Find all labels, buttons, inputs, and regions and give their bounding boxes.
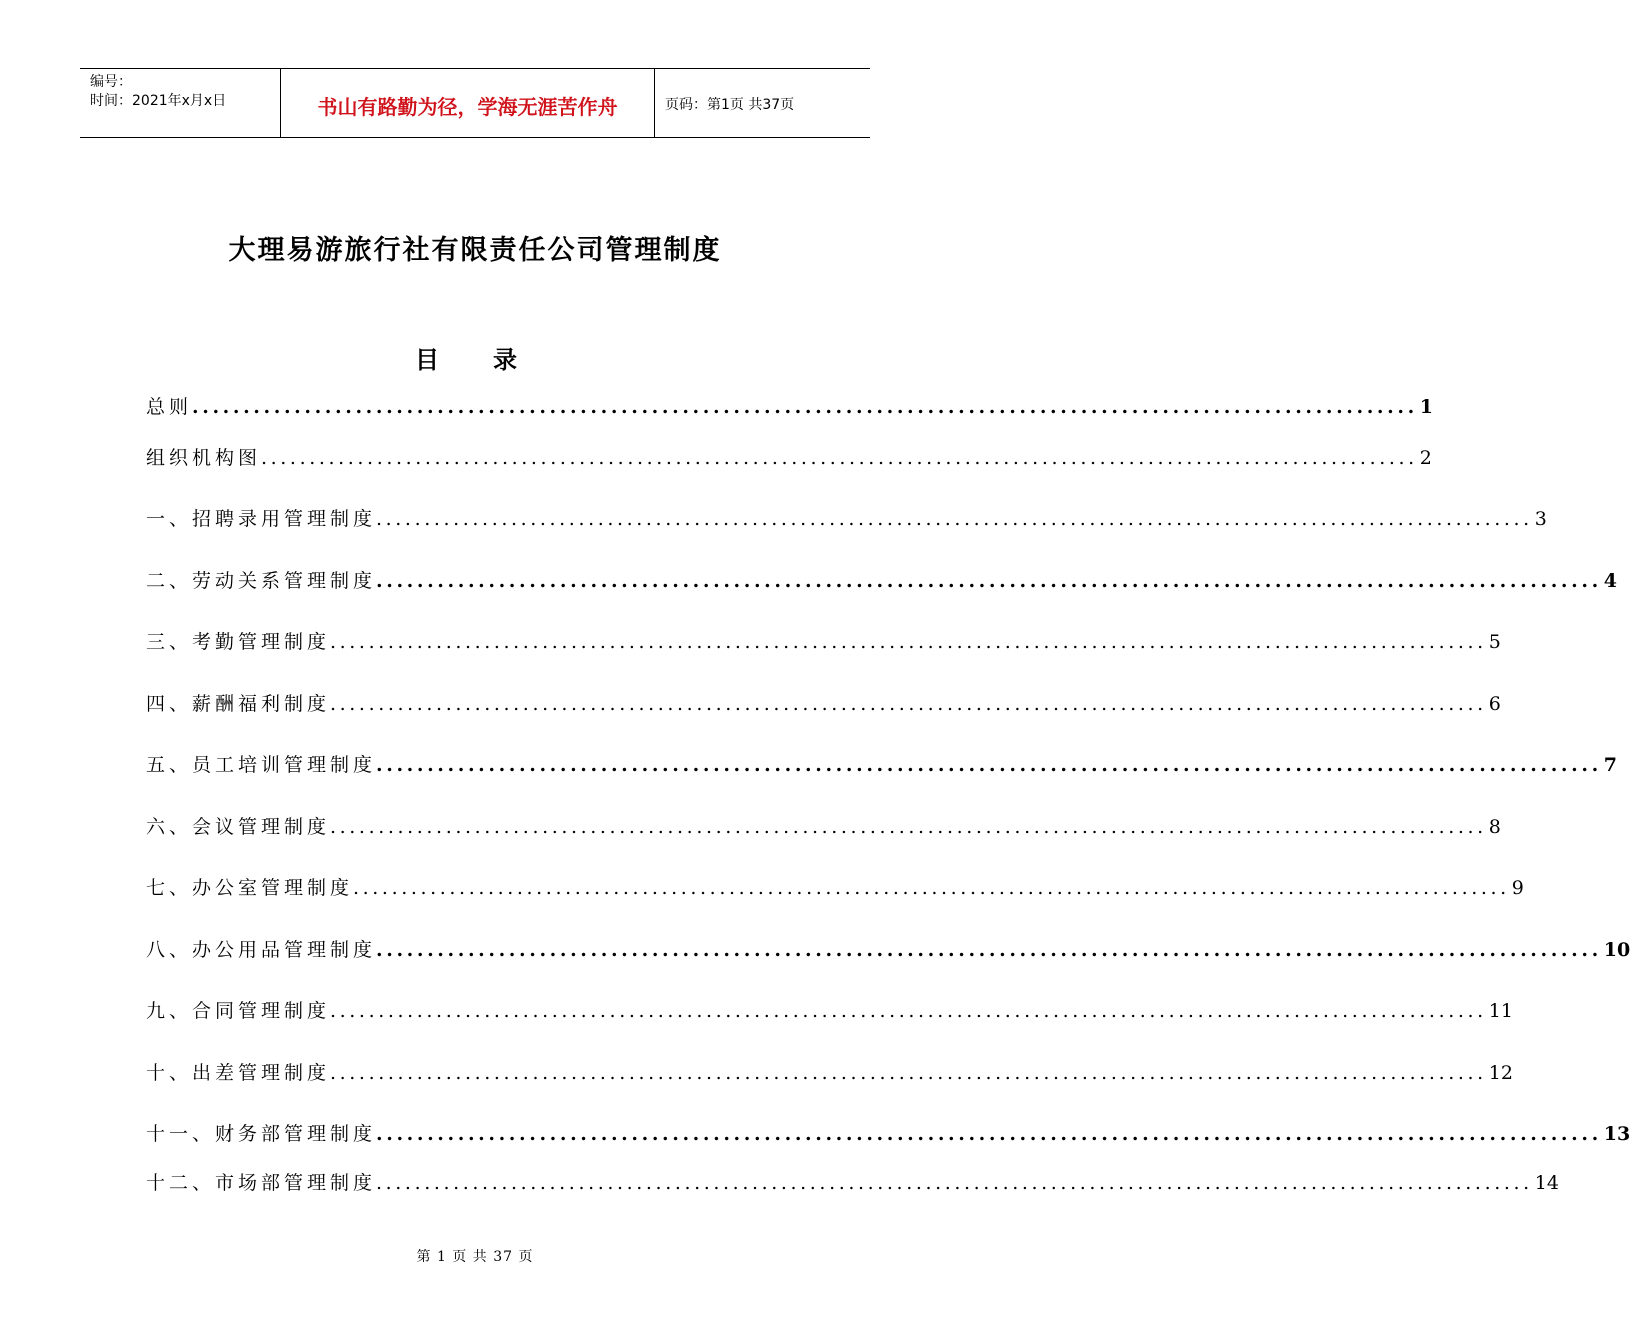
toc-entry-page: 13 (1603, 1123, 1630, 1145)
toc-entry-label: 三、考勤管理制度 (146, 631, 331, 653)
toc-leader-dots: ........................................................................................................................ (261, 447, 1418, 469)
toc-leader-dots: ........................................................................................................................ (376, 939, 1602, 961)
header-info-cell (80, 69, 281, 137)
toc-entry-label: 六、会议管理制度 (146, 816, 331, 838)
toc-entry-label: 九、合同管理制度 (146, 1000, 331, 1022)
toc-entry-page: 3 (1534, 508, 1547, 530)
number-label: 编号： (90, 74, 132, 90)
toc-heading: 目录 (415, 345, 571, 374)
toc-entry[interactable] (146, 1058, 1513, 1085)
toc-entry-page: 2 (1419, 447, 1432, 469)
toc-leader-dots: ........................................................................................................................ (376, 1123, 1602, 1145)
page-footer: 第 1 页 共 37 页 (416, 1249, 534, 1265)
toc-entry-label: 五、员工培训管理制度 (146, 754, 377, 776)
toc-entry-page: 7 (1603, 754, 1618, 776)
toc-entry-label: 二、劳动关系管理制度 (146, 570, 377, 592)
toc-entry-page: 4 (1603, 570, 1618, 592)
toc-leader-dots: ........................................................................................................................ (330, 1062, 1487, 1084)
toc-entry-label: 十二、市场部管理制度 (146, 1172, 377, 1194)
toc-entry-page: 8 (1488, 816, 1501, 838)
toc-entry-page: 9 (1511, 877, 1524, 899)
toc-leader-dots: ........................................................................................................................ (330, 693, 1487, 715)
header-page-info: 页码：第1页 共37页 (665, 97, 795, 113)
toc-entry[interactable] (146, 1119, 1630, 1146)
toc-entry-page: 1 (1419, 396, 1434, 418)
toc-entry-page: 14 (1534, 1172, 1559, 1194)
toc-leader-dots: ........................................................................................................................ (376, 754, 1602, 776)
toc-entry[interactable] (146, 750, 1618, 777)
toc-entry-label: 四、薪酬福利制度 (146, 693, 331, 715)
header-motto: 书山有路勤为径，学海无涯苦作舟 (281, 69, 655, 137)
toc-leader-dots: ........................................................................................................................ (330, 631, 1487, 653)
toc-entry-page: 10 (1603, 939, 1630, 961)
toc-entry[interactable] (146, 627, 1501, 654)
toc-entry[interactable] (146, 935, 1630, 962)
toc-entry[interactable] (146, 873, 1524, 900)
toc-entry[interactable] (146, 443, 1432, 470)
toc-leader-dots: ........................................................................................................................ (376, 570, 1602, 592)
toc-leader-dots: ........................................................................................................................ (353, 877, 1510, 899)
toc-entry-page: 11 (1488, 1000, 1513, 1022)
toc-entry[interactable] (146, 689, 1501, 716)
toc-leader-dots: ........................................................................................................................ (376, 508, 1533, 530)
toc-entry-label: 十一、财务部管理制度 (146, 1123, 377, 1145)
toc-entry[interactable] (146, 1168, 1559, 1195)
toc-leader-dots: ........................................................................................................................ (330, 1000, 1487, 1022)
toc-entry-page: 5 (1488, 631, 1501, 653)
toc-entry-page: 6 (1488, 693, 1501, 715)
toc-entry[interactable] (146, 996, 1513, 1023)
toc-entry[interactable] (146, 392, 1434, 419)
page-header (80, 68, 870, 138)
toc-leader-dots: ........................................................................................................................ (192, 396, 1418, 418)
toc-entry-label: 十、出差管理制度 (146, 1062, 331, 1084)
toc-entry-label: 七、办公室管理制度 (146, 877, 354, 899)
toc-entry-label: 组织机构图 (146, 447, 262, 469)
time-label: 时间：2021年x月x日 (90, 93, 227, 109)
toc-leader-dots: ........................................................................................................................ (376, 1172, 1533, 1194)
document-title: 大理易游旅行社有限责任公司管理制度 (228, 235, 722, 266)
toc-entry[interactable] (146, 566, 1618, 593)
toc-entry[interactable] (146, 812, 1501, 839)
toc-entry-label: 八、办公用品管理制度 (146, 939, 377, 961)
toc-entry-label: 总则 (146, 396, 193, 418)
toc-leader-dots: ........................................................................................................................ (330, 816, 1487, 838)
toc-entry-page: 12 (1488, 1062, 1513, 1084)
toc-entry-label: 一、招聘录用管理制度 (146, 508, 377, 530)
toc-entry[interactable] (146, 504, 1547, 531)
